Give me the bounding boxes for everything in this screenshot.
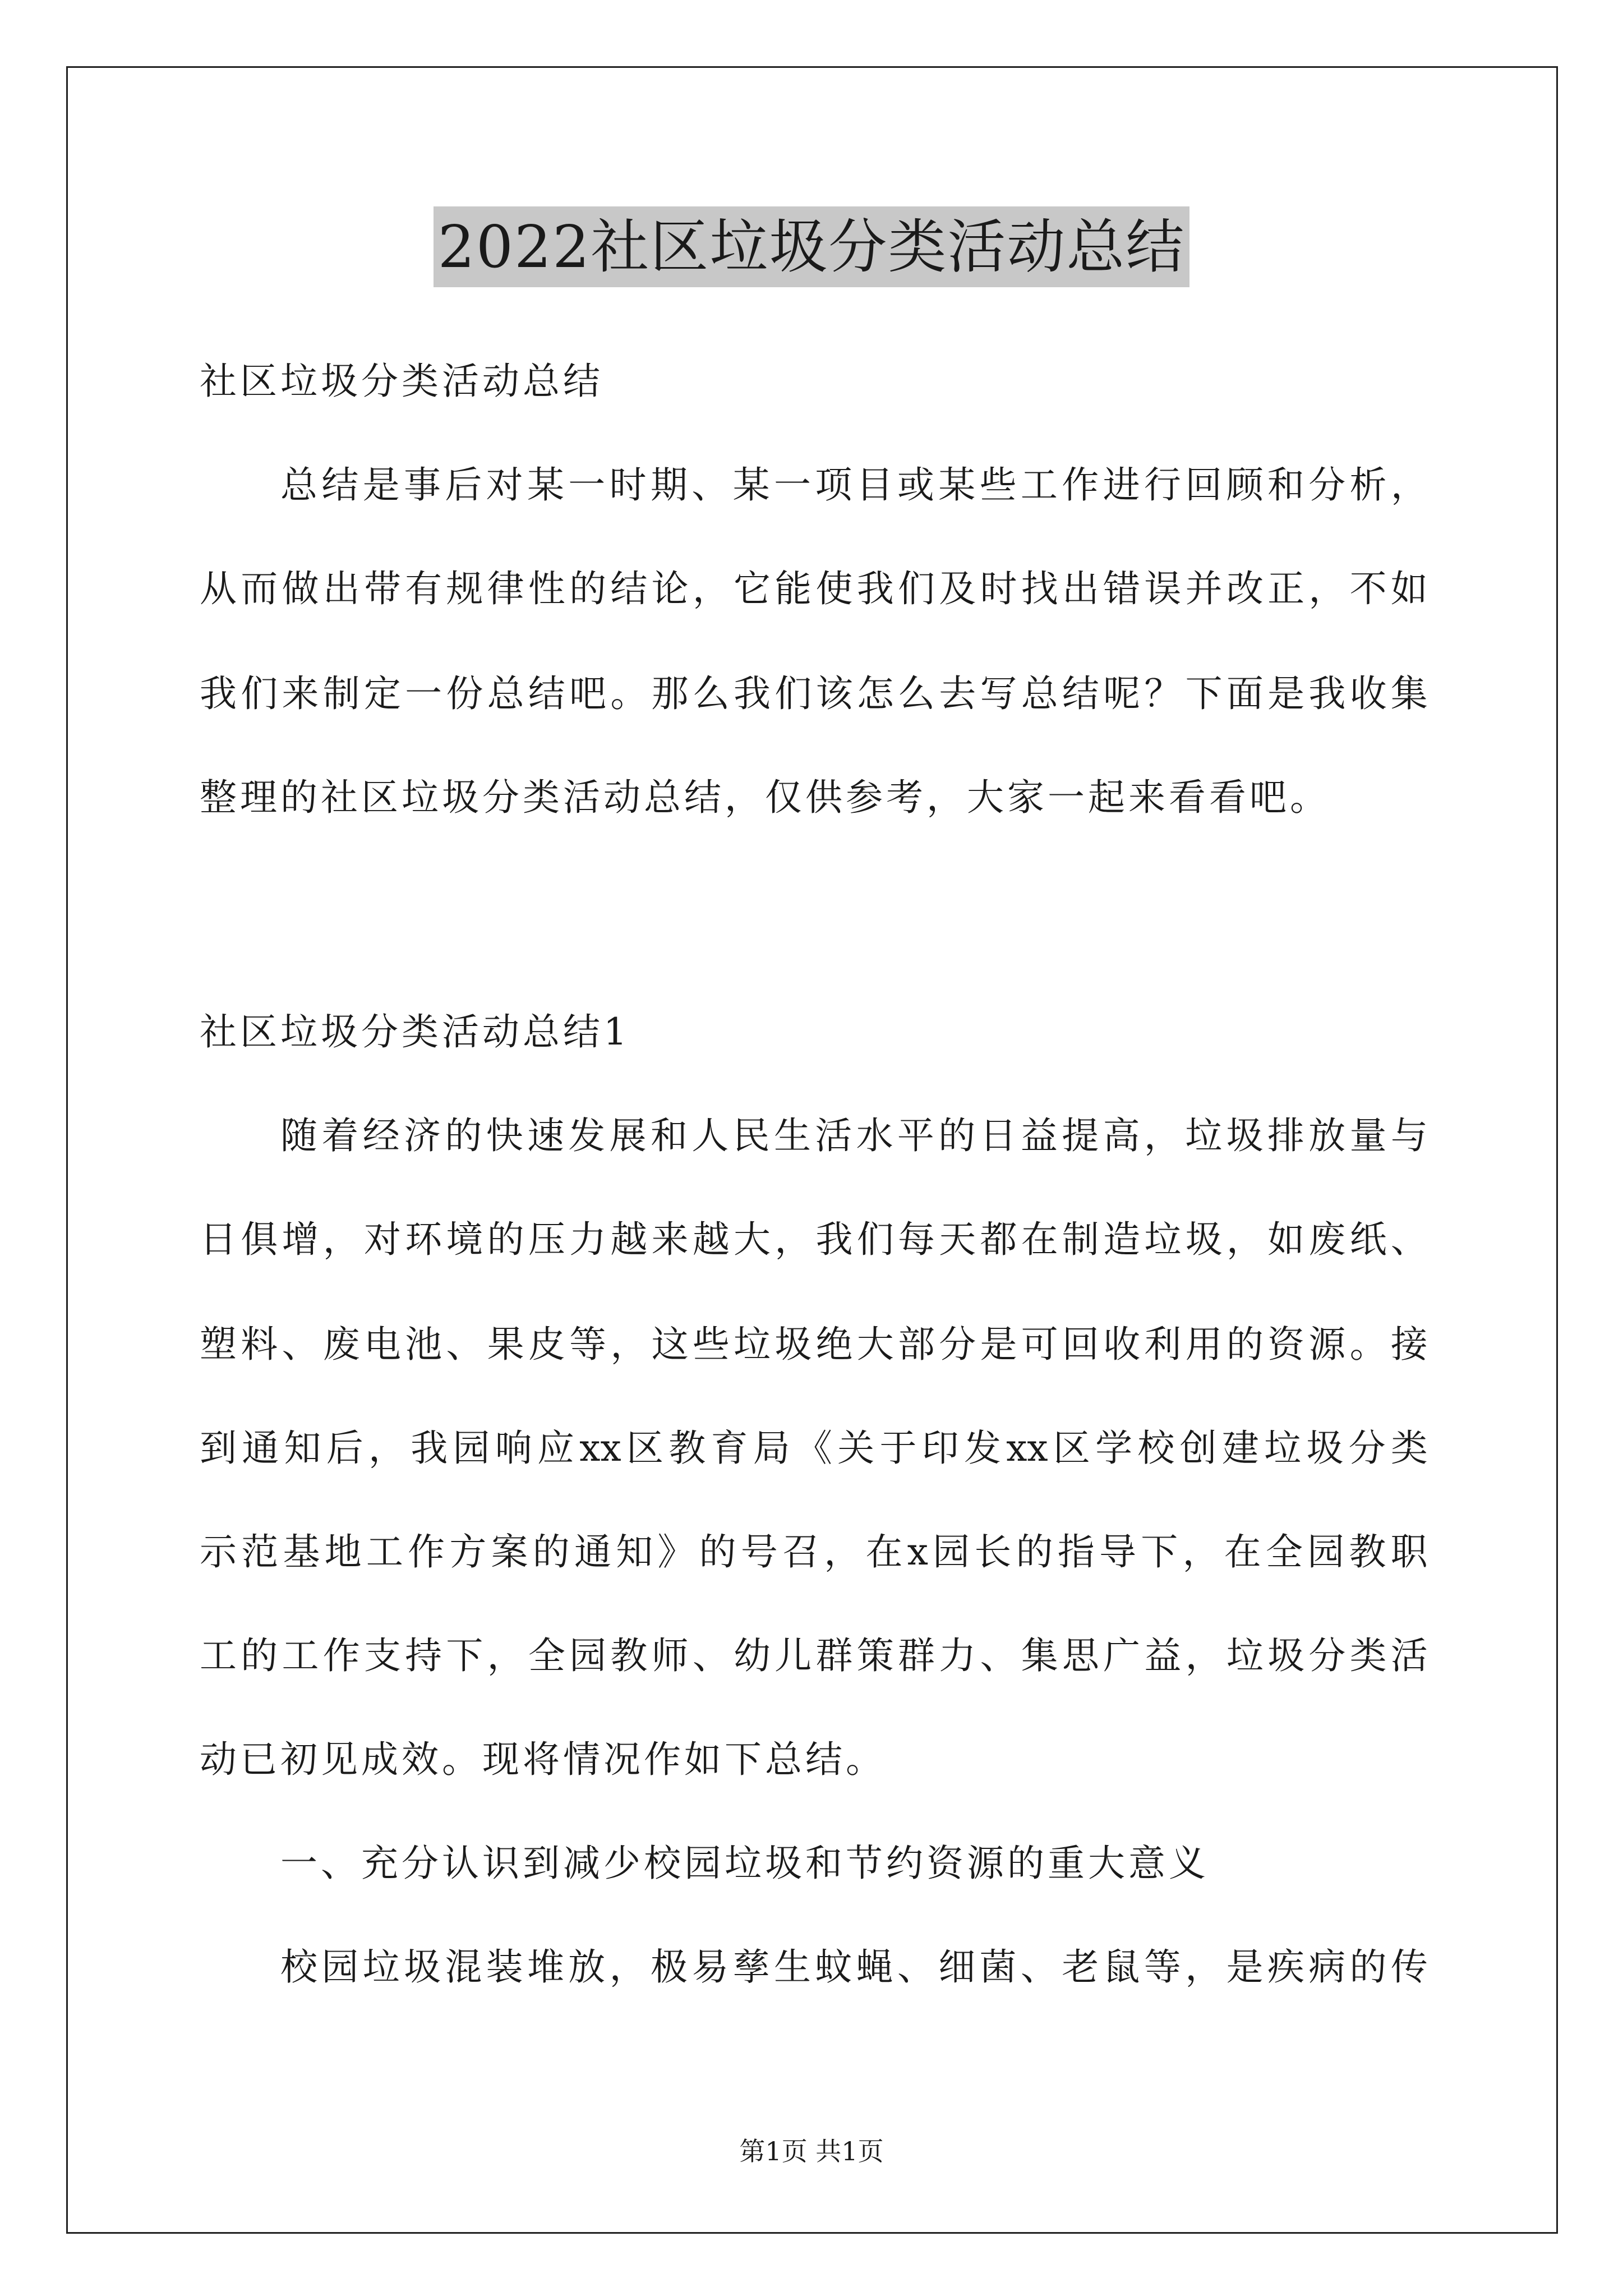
page-footer: 第1页 共1页 <box>739 2136 884 2166</box>
document-title: 2022社区垃圾分类活动总结 <box>434 206 1190 287</box>
intro-line-2: 从 而 做 出 带 有 规 律 性 的 结 论 ， 它 能 使 我 们 及 时 找 出 错 误 并 改 正 ， 不 如 <box>200 567 1428 610</box>
intro-line-1: 总 结 是 事 后 对 某 一 时 期 、 某 一 项 目 或 某 些 工 作 进 行 回 顾 和 分 析 ， <box>280 463 1428 507</box>
body-line-1: 随 着 经 济 的 快 速 发 展 和 人 民 生 活 水 平 的 日 益 提 高 ， 垃 圾 排 放 量 与 <box>280 1114 1428 1157</box>
body-line-3: 塑 料 、 废 电 池 、 果 皮 等 ， 这 些 垃 圾 绝 大 部 分 是 可 回 收 利 用 的 资 源 。 接 <box>200 1323 1428 1366</box>
body-line-last: 校 园 垃 圾 混 装 堆 放 ， 极 易 孳 生 蚊 蝇 、 细 菌 、 老 鼠 等 ， 是 疾 病 的 传 <box>280 1945 1428 1989</box>
subtitle: 社区垃圾分类活动总结 <box>200 360 603 403</box>
title-container <box>0 206 1623 287</box>
section-heading-1: 一、充分认识到减少校园垃圾和节约资源的重大意义 <box>280 1842 1209 1885</box>
section-title: 社区垃圾分类活动总结1 <box>200 1010 630 1053</box>
body-line-2: 日 俱 增 ， 对 环 境 的 压 力 越 来 越 大 ， 我 们 每 天 都 在 制 造 垃 圾 ， 如 废 纸 、 <box>200 1218 1428 1261</box>
intro-line-4: 整理的社区垃圾分类活动总结，仅供参考，大家一起来看看吧。 <box>200 776 1330 819</box>
body-line-5: 示 范 基 地 工 作 方 案 的 通 知 》 的 号 召 ， 在 x 园 长 的 指 导 下 ， 在 全 园 教 职 <box>200 1530 1428 1573</box>
body-line-6: 工 的 工 作 支 持 下 ， 全 园 教 师 、 幼 儿 群 策 群 力 、 集 思 广 益 ， 垃 圾 分 类 活 <box>200 1634 1428 1677</box>
intro-line-3: 我 们 来 制 定 一 份 总 结 吧 。 那 么 我 们 该 怎 么 去 写 总 结 呢 ？ 下 面 是 我 收 集 <box>200 672 1428 715</box>
body-line-7: 动已初见成效。现将情况作如下总结。 <box>200 1738 886 1781</box>
body-line-4: 到 通 知 后 ， 我 园 响 应 xx 区 教 育 局 《 关 于 印 发 xx 区 学 校 创 建 垃 圾 分 类 <box>200 1427 1428 1470</box>
